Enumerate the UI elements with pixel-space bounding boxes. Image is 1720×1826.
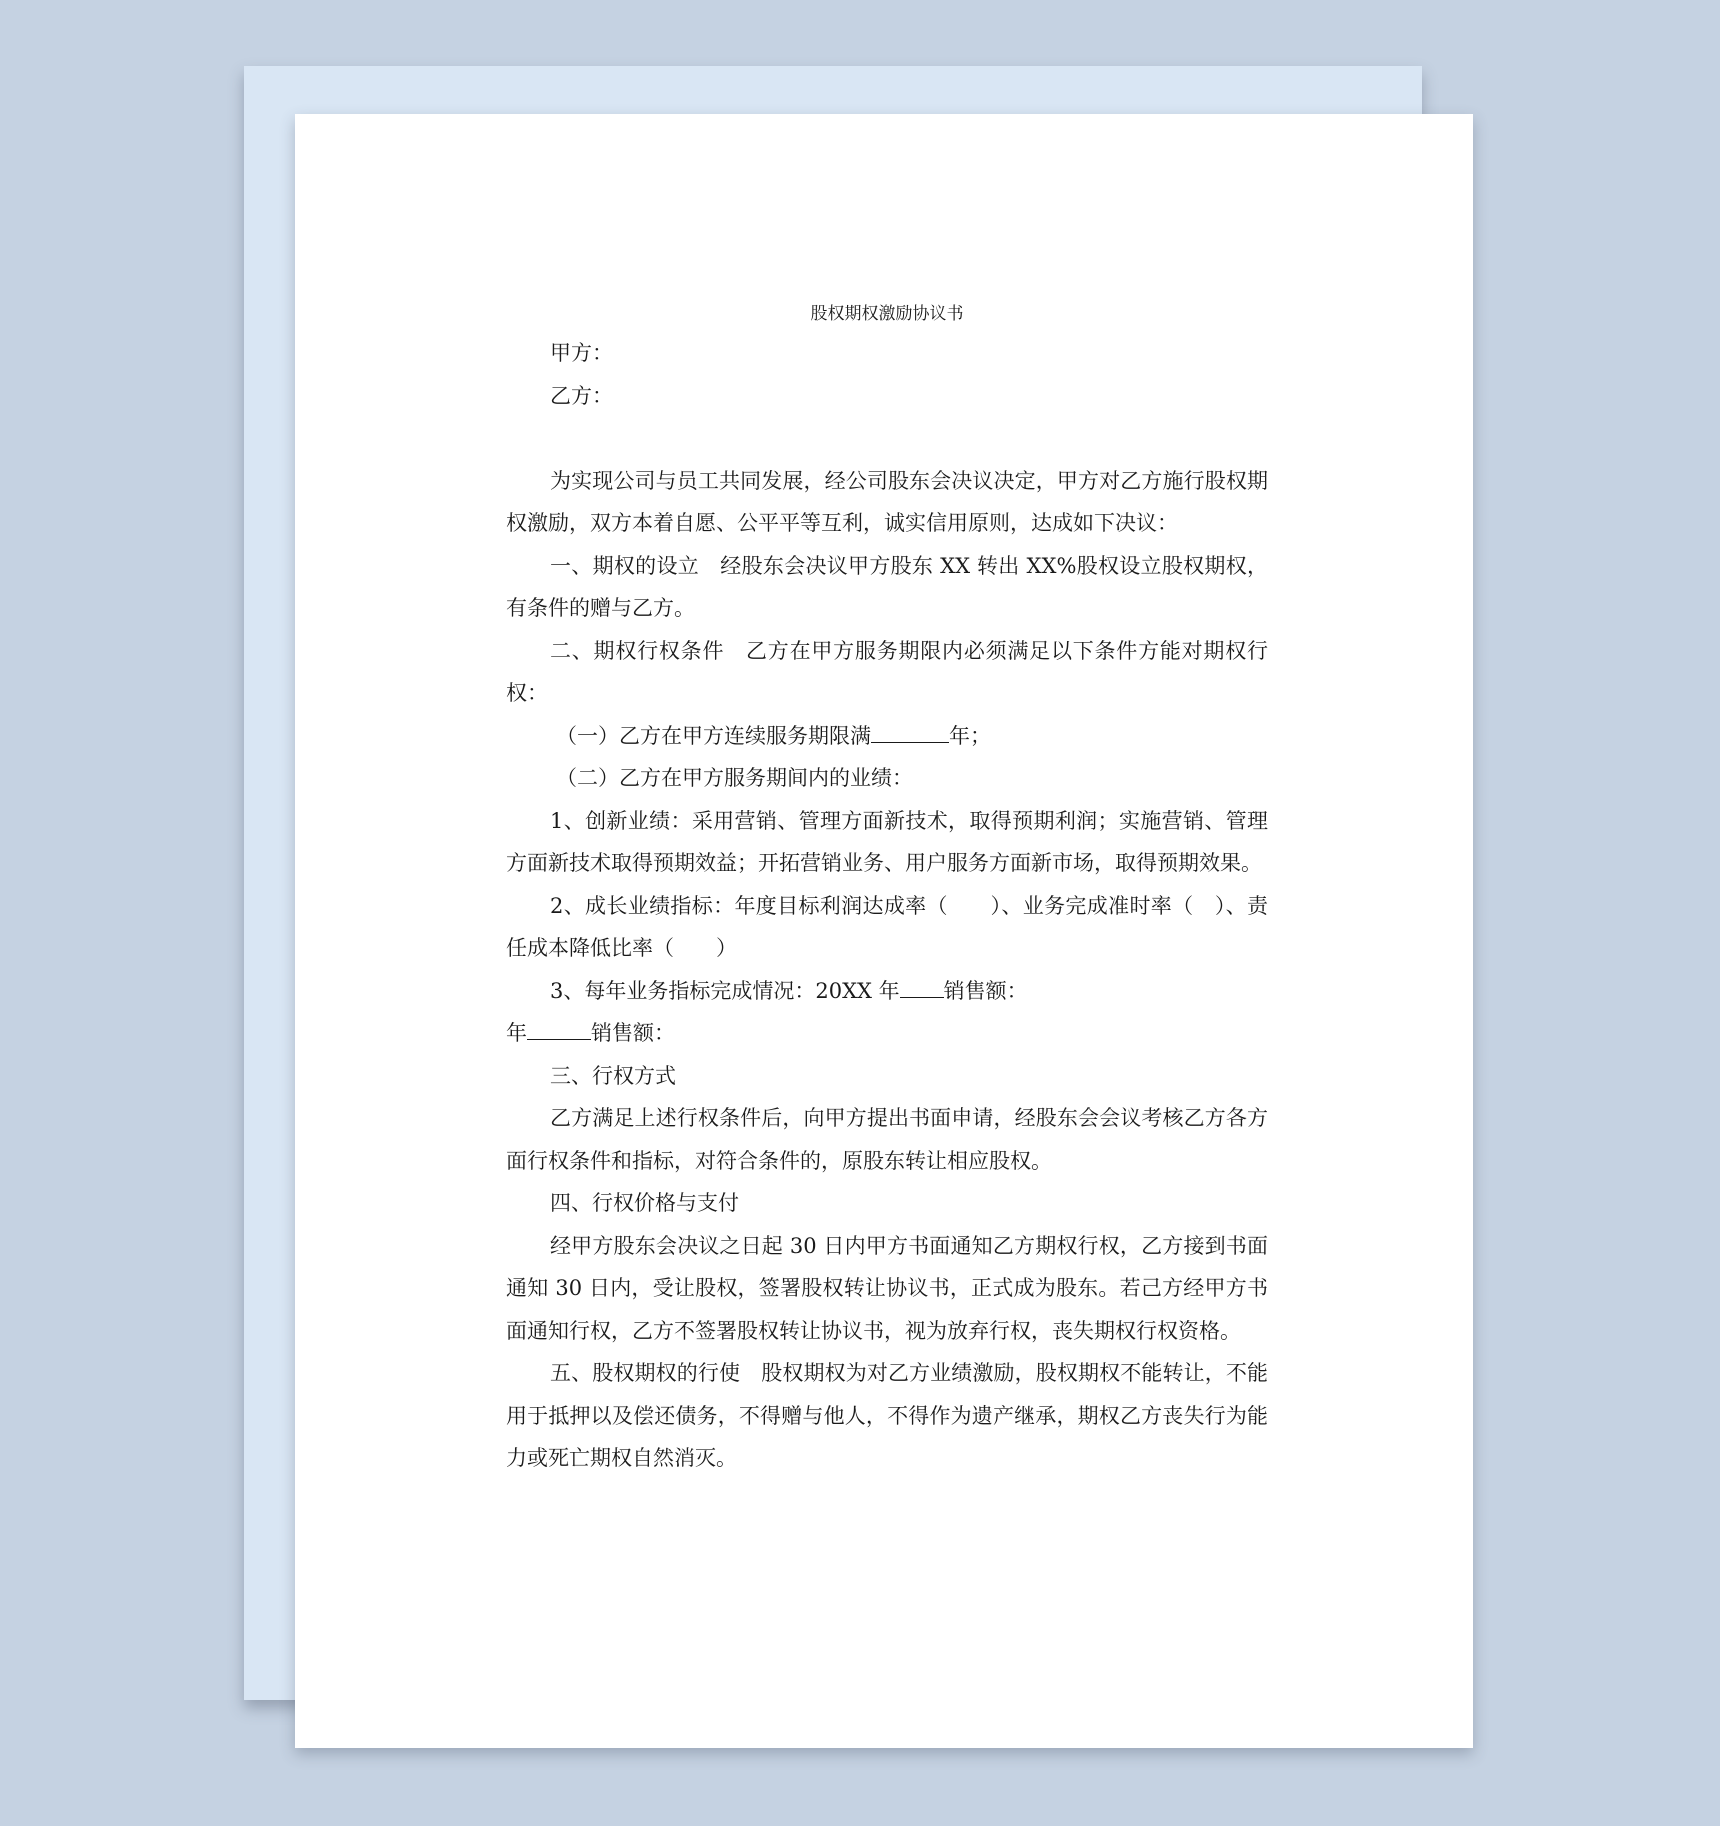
item-3b-sales: 销售额： xyxy=(591,1021,675,1045)
fill-blank-year xyxy=(900,979,944,998)
section-3-body: 乙方满足上述行权条件后，向甲方提出书面申请，经股东会会议考核乙方各方面行权条件和指标，对符合条件的，原股东转让相应股权。 xyxy=(506,1106,1268,1173)
fill-blank-years xyxy=(871,724,949,743)
item-3 xyxy=(506,970,1268,1013)
item-2: 2、成长业绩指标：年度目标利润达成率（ ）、业务完成准时率（ ）、责任成本降低比率（ ） xyxy=(506,893,1268,960)
item-3b-text: 年 xyxy=(506,1021,527,1045)
condition-1 xyxy=(506,715,1268,758)
party-a-label: 甲方： xyxy=(550,341,613,365)
item-3-continued xyxy=(506,1012,1268,1055)
section-1: 一、期权的设立 经股东会决议甲方股东 XX 转出 XX%股权设立股权期权，有条件的赠与乙方。 xyxy=(506,553,1268,620)
condition-1-text: （一）乙方在甲方连续服务期限满 xyxy=(556,723,871,748)
party-b-label: 乙方： xyxy=(550,383,613,408)
spacer xyxy=(506,417,1268,460)
item-1: 1、创新业绩：采用营销、管理方面新技术，取得预期利润；实施营销、管理方面新技术取得预期效益；开拓营销业务、用户服务方面新市场，取得预期效果。 xyxy=(506,808,1268,875)
document-title: 股权期权激励协议书 xyxy=(810,304,964,324)
condition-1-unit: 年； xyxy=(949,723,991,748)
section-3-title: 三、行权方式 xyxy=(550,1063,676,1088)
section-5: 五、股权期权的行使 股权期权为对乙方业绩激励，股权期权不能转让，不能用于抵押以及偿还债务，不得赠与他人，不得作为遗产继承，期权乙方丧失行为能力或死亡期权自然消灭。 xyxy=(506,1361,1268,1470)
item-3-sales: 销售额： xyxy=(943,978,1028,1003)
intro-paragraph: 为实现公司与员工共同发展，经公司股东会决议决定，甲方对乙方施行股权期权激励，双方本着自愿、公平平等互利，诚实信用原则，达成如下决议： xyxy=(506,468,1268,535)
document-body xyxy=(506,296,1268,1480)
item-3-text: 3、每年业务指标完成情况：20XX 年 xyxy=(550,978,900,1003)
section-2: 二、期权行权条件 乙方在甲方服务期限内必须满足以下条件方能对期权行权： xyxy=(506,638,1268,705)
section-4-title: 四、行权价格与支付 xyxy=(550,1191,739,1215)
section-4-body: 经甲方股东会决议之日起 30 日内甲方书面通知乙方期权行权，乙方接到书面通知 30 日内，受让股权，签署股权转让协议书，正式成为股东。若己方经甲方书面通知行权，乙方不签署股权转让协议书，视为放弃行权，丧失期权行权资格。 xyxy=(506,1233,1268,1343)
condition-2: （二）乙方在甲方服务期间内的业绩： xyxy=(556,766,913,790)
fill-blank-year-2 xyxy=(527,1021,591,1040)
